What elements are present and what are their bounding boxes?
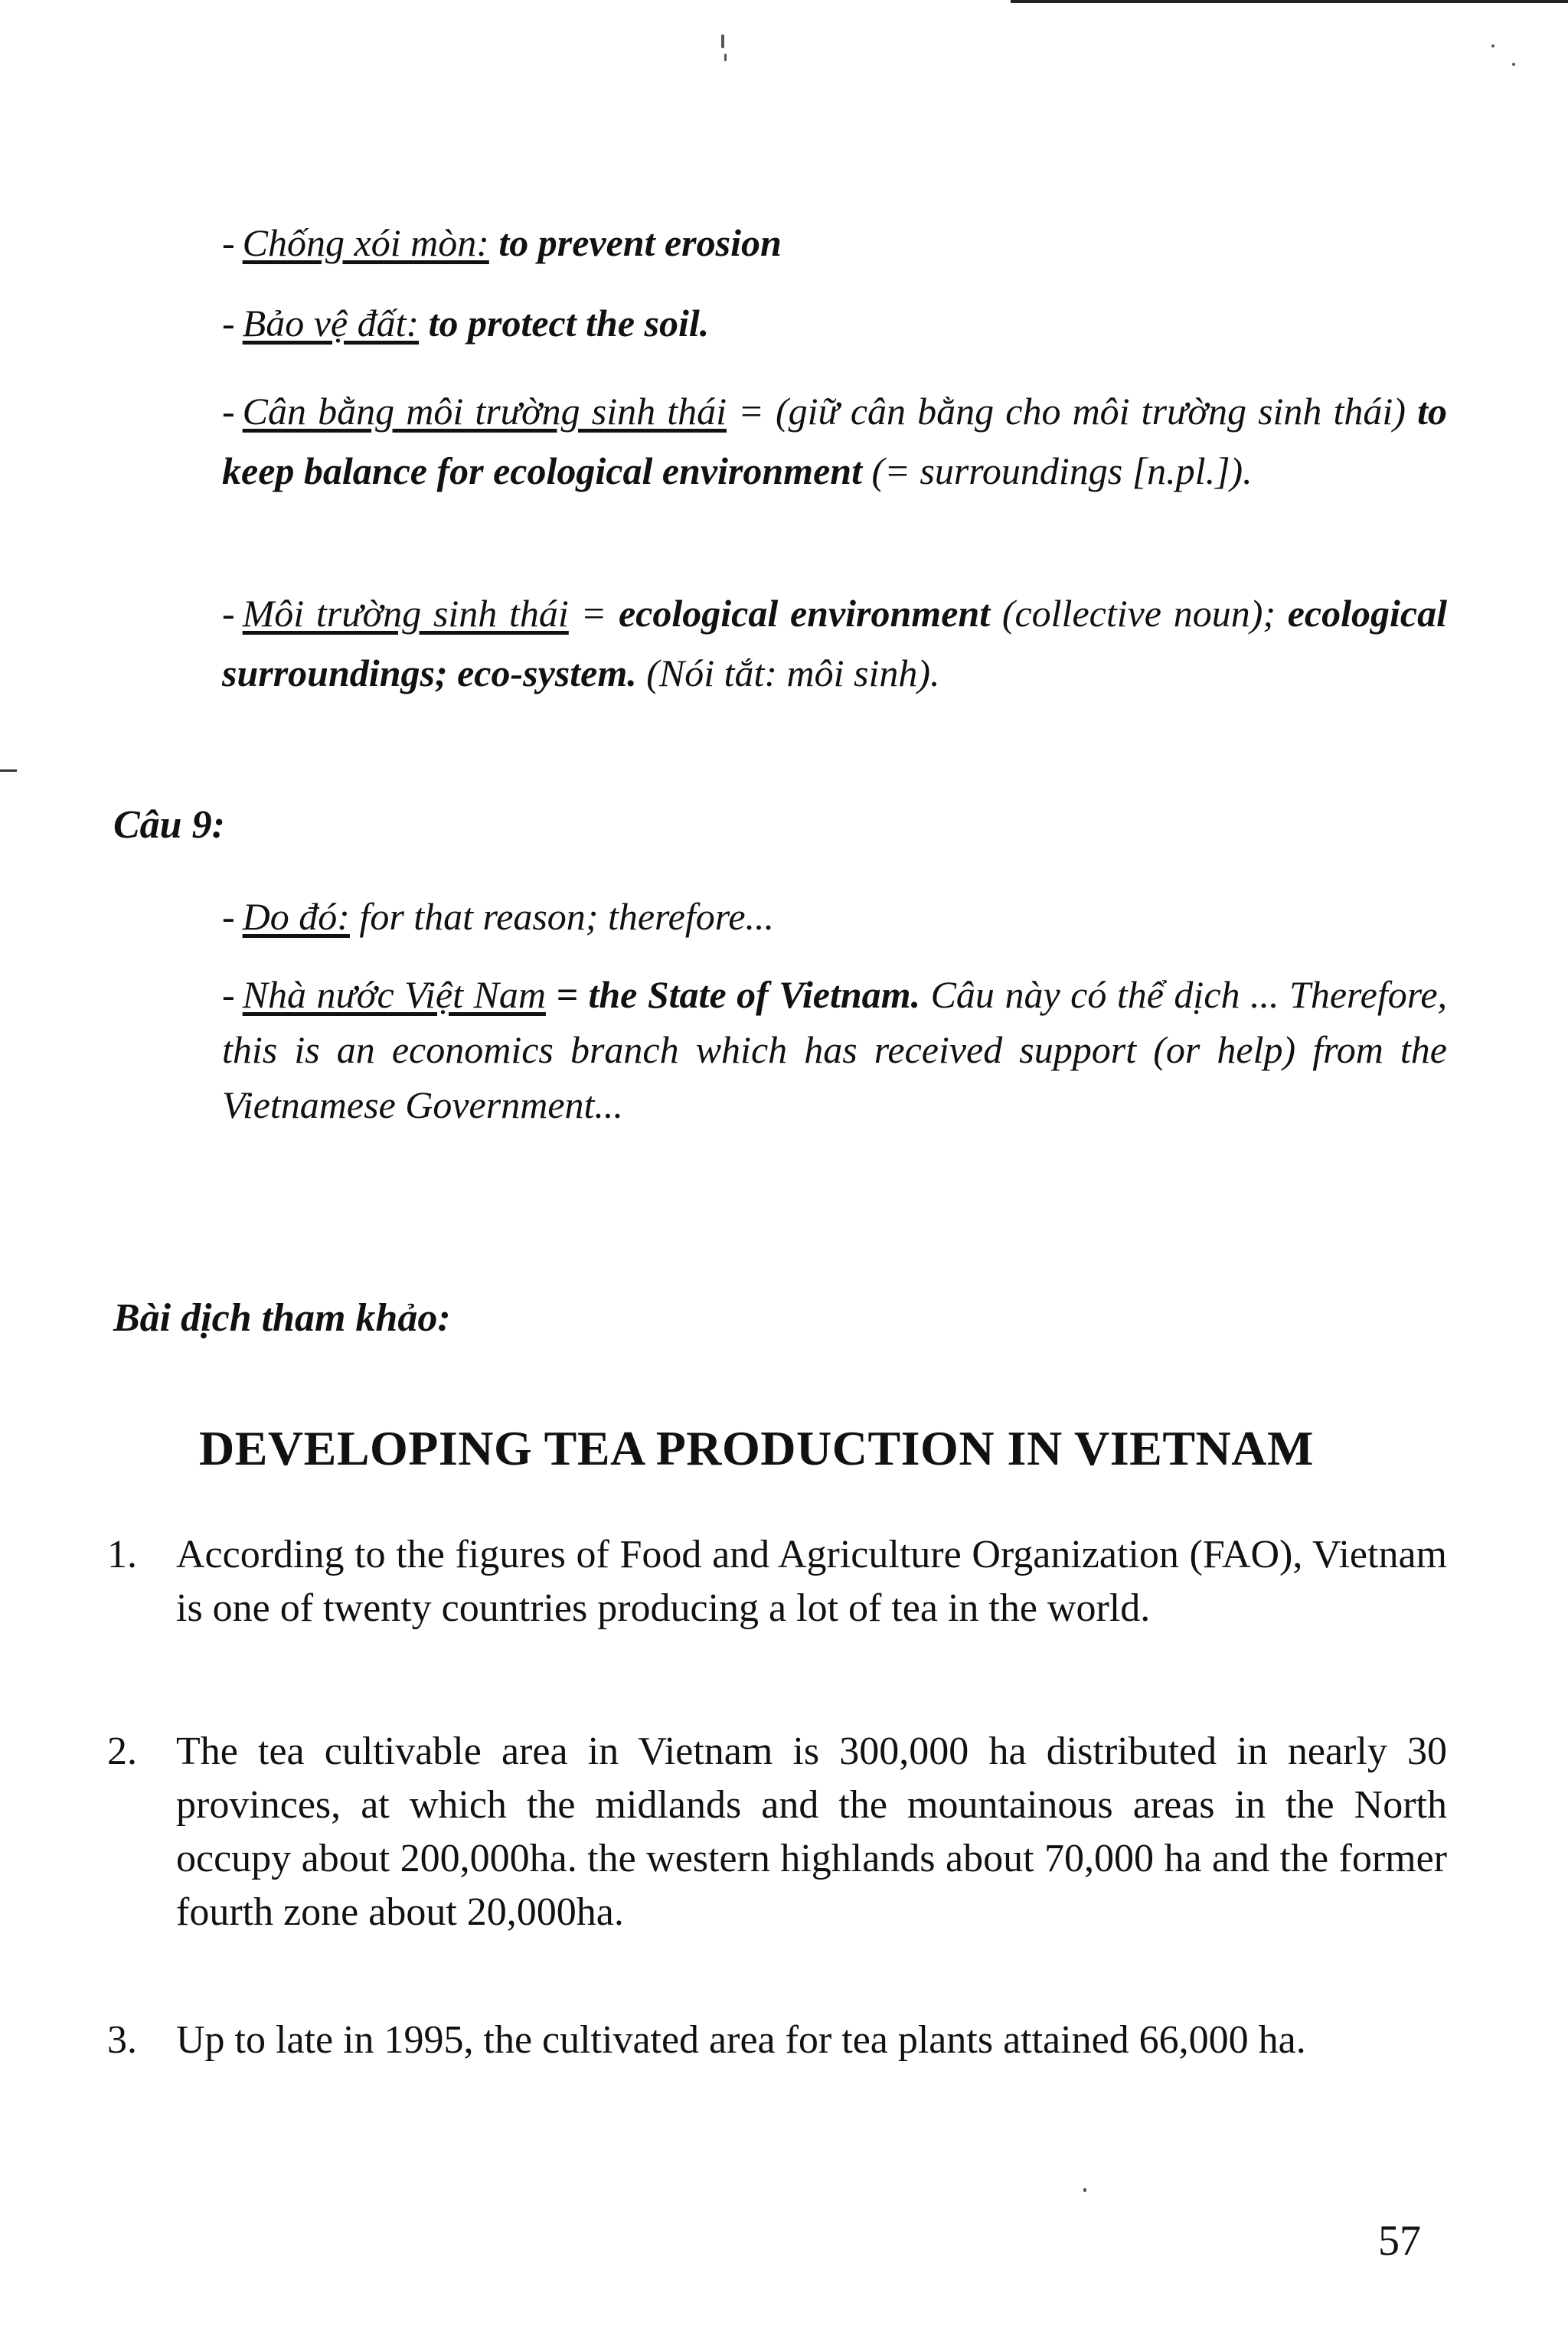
gloss-definition: to protect the soil. bbox=[428, 302, 710, 345]
scan-speck bbox=[721, 34, 724, 48]
gloss-equivalent: = (giữ cân bằng cho môi trường sinh thái) bbox=[726, 390, 1418, 433]
gloss-term: Do đó: bbox=[242, 895, 350, 938]
question-heading: Câu 9: bbox=[113, 803, 225, 847]
gloss-definition: ecological surroundings; eco-system. bbox=[222, 592, 1447, 694]
gloss-item-erosion: - Chống xói mòn: to prevent erosion bbox=[222, 221, 782, 264]
gloss-definition: the State of Vietnam. bbox=[588, 973, 921, 1016]
list-item-text: According to the figures of Food and Agriculture Organization (FAO), Vietnam is one of twenty countries producing a lot of tea in the world. bbox=[176, 1533, 1447, 1630]
gloss-term: Nhà nước Việt Nam bbox=[242, 973, 546, 1016]
gloss-item-state: - Nhà nước Việt Nam = the State of Vietnam. Câu này có thể dịch ... Therefore, this is an economics branch which has received support (or help) from the Vietnamese Government... bbox=[222, 973, 1448, 1126]
gloss-term: Bảo vệ đất: bbox=[242, 302, 420, 345]
page-number: 57 bbox=[1378, 2217, 1421, 2265]
scan-speck bbox=[1512, 63, 1515, 66]
gloss-definition: for that reason; therefore... bbox=[349, 895, 775, 938]
gloss-definition: to keep balance for ecological environment bbox=[222, 390, 1447, 492]
gloss-equivalent: = bbox=[545, 973, 589, 1016]
gloss-note: (Nói tắt: môi sinh). bbox=[636, 652, 940, 694]
list-item-text: Up to late in 1995, the cultivated area for tea plants attained 66,000 ha. bbox=[176, 2018, 1306, 2062]
gloss-note: Câu này có thể dịch ... Therefore, this is an economics branch which has received support (or help) from the Vietnamese Government... bbox=[222, 973, 1448, 1126]
list-item-number: 2. bbox=[107, 1730, 137, 1773]
scan-margin-mark bbox=[0, 769, 17, 772]
gloss-term: Cân bằng môi trường sinh thái bbox=[242, 390, 727, 433]
gloss-note: (= surroundings [n.pl.]). bbox=[861, 449, 1253, 492]
gloss-term: Chống xói mòn: bbox=[242, 221, 489, 264]
gloss-item-soil: - Bảo vệ đất: to protect the soil. bbox=[222, 302, 710, 345]
scan-speck bbox=[1491, 44, 1494, 47]
gloss-item-balance: - Cân bằng môi trường sinh thái = (giữ cân bằng cho môi trường sinh thái) to keep balance for ecological environment (= surroundings [n.pl.]). bbox=[222, 390, 1447, 492]
scan-speck bbox=[724, 54, 727, 61]
gloss-definition: ecological environment bbox=[618, 592, 991, 635]
scan-top-rule bbox=[1011, 0, 1568, 3]
gloss-term: Môi trường sinh thái bbox=[242, 592, 569, 635]
gloss-definition: to prevent erosion bbox=[498, 221, 782, 264]
reference-heading: Bài dịch tham khảo: bbox=[113, 1296, 451, 1340]
article-title: DEVELOPING TEA PRODUCTION IN VIETNAM bbox=[199, 1421, 1314, 1475]
list-item-number: 1. bbox=[107, 1533, 137, 1576]
list-item-text: The tea cultivable area in Vietnam is 300,000 ha distributed in nearly 30 provinces, at which the midlands and the mountainous areas in the North occupy about 200,000ha. the western highlands about 70,000 ha and the former fourth zone about 20,000ha. bbox=[176, 1730, 1447, 1934]
gloss-item-therefore: - Do đó: for that reason; therefore... bbox=[222, 895, 775, 938]
gloss-equivalent: = bbox=[568, 592, 619, 635]
list-item-number: 3. bbox=[107, 2018, 137, 2062]
gloss-note: (collective noun); bbox=[990, 592, 1288, 635]
gloss-item-environment: - Môi trường sinh thái = ecological environment (collective noun); ecological surroundings; eco-system. (Nói tắt: môi sinh). bbox=[222, 592, 1447, 694]
scan-speck bbox=[1083, 2188, 1086, 2192]
